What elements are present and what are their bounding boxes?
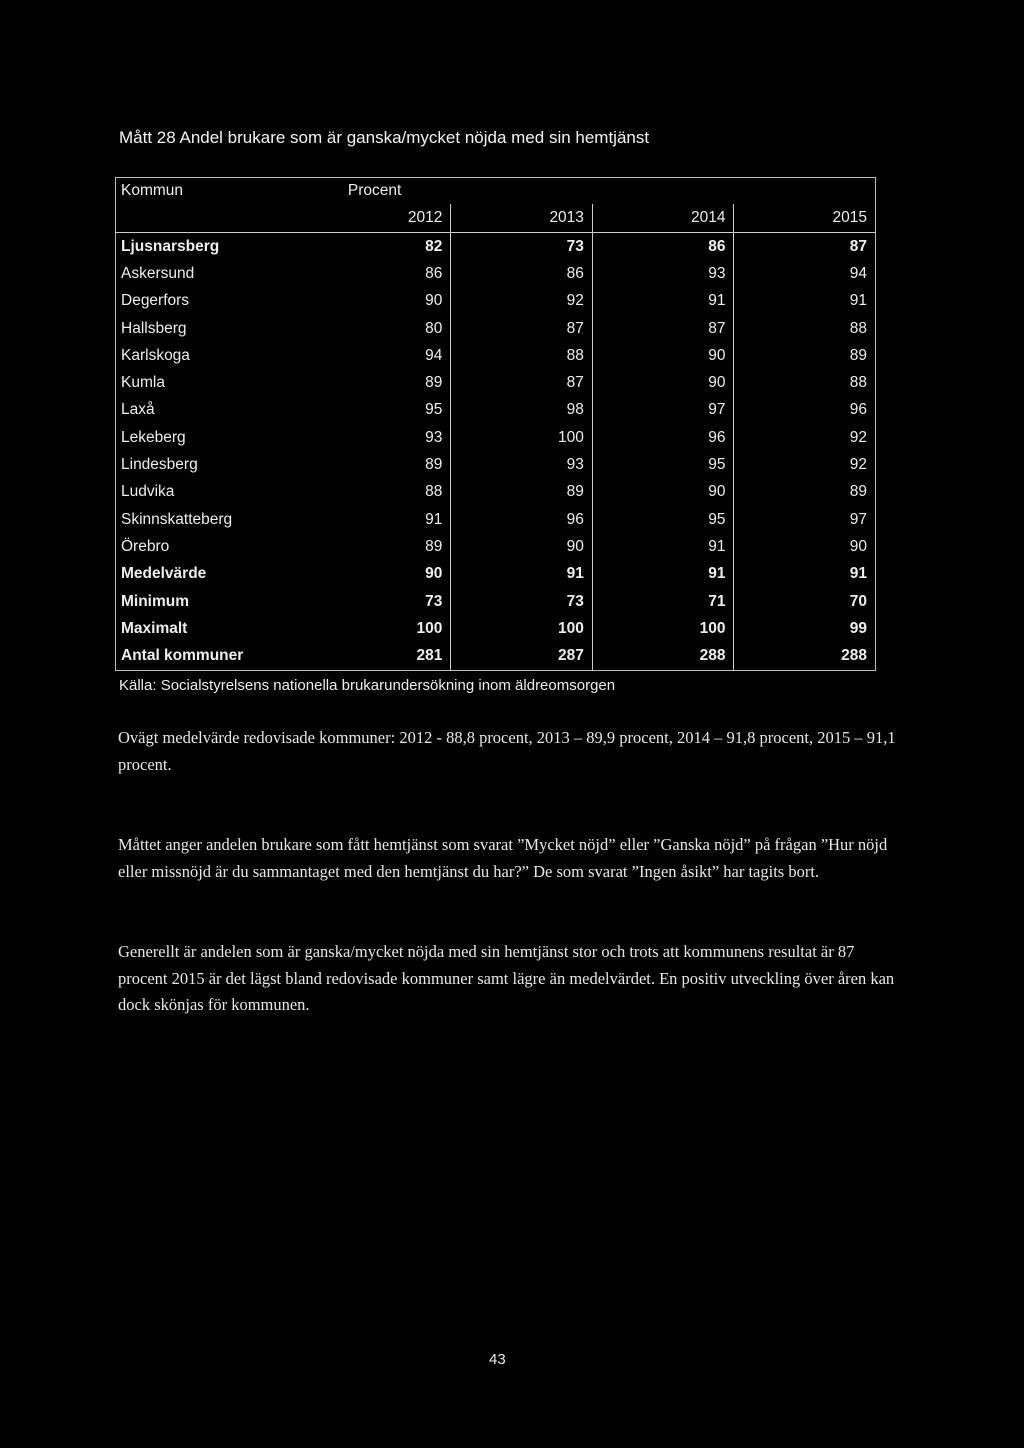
value-cell: 87 bbox=[592, 315, 734, 342]
paragraph-definition: Måttet anger andelen brukare som fått hemtjänst som svarat ”Mycket nöjd” eller ”Ganska nöjd” på frågan ”Hur nöjd eller missnöjd är du sammantaget med den hemtjänst du har?” De som svarat ”Ingen åsikt” har tagits bort. bbox=[118, 835, 888, 881]
value-cell: 91 bbox=[592, 533, 734, 560]
municipality-name: Lekeberg bbox=[121, 428, 186, 446]
table-row bbox=[116, 369, 876, 396]
municipality-name: Antal kommuner bbox=[121, 647, 244, 665]
value-cell: 90 bbox=[425, 292, 443, 310]
value-cell: 93 bbox=[425, 428, 443, 446]
value-cell: 98 bbox=[451, 397, 593, 424]
year-header: 2013 bbox=[451, 204, 593, 233]
municipality-name: Skinnskatteberg bbox=[121, 510, 233, 528]
municipality-name: Ljusnarsberg bbox=[121, 237, 220, 255]
value-cell: 93 bbox=[451, 451, 593, 478]
table-row bbox=[116, 451, 876, 478]
value-cell: 92 bbox=[451, 288, 593, 315]
table-source-note: Källa: Socialstyrelsens nationella brukarundersökning inom äldreomsorgen bbox=[119, 677, 616, 694]
value-cell: 80 bbox=[425, 319, 443, 337]
value-cell: 90 bbox=[592, 369, 734, 396]
value-cell: 288 bbox=[734, 642, 876, 670]
value-cell: 96 bbox=[734, 397, 876, 424]
value-cell: 86 bbox=[425, 264, 443, 282]
value-cell: 288 bbox=[592, 642, 734, 670]
value-cell: 91 bbox=[734, 288, 876, 315]
value-cell: 88 bbox=[734, 369, 876, 396]
municipality-name: Minimum bbox=[121, 592, 190, 610]
table-row bbox=[116, 315, 876, 342]
value-cell: 97 bbox=[734, 506, 876, 533]
municipality-name: Örebro bbox=[121, 537, 170, 555]
value-cell: 86 bbox=[592, 233, 734, 261]
value-cell: 96 bbox=[451, 506, 593, 533]
value-cell: 90 bbox=[451, 533, 593, 560]
header-empty-cell bbox=[116, 204, 310, 233]
value-cell: 89 bbox=[734, 479, 876, 506]
municipality-name: Karlskoga bbox=[121, 346, 190, 364]
value-cell: 95 bbox=[592, 506, 734, 533]
value-cell: 86 bbox=[451, 260, 593, 287]
table-row bbox=[116, 479, 876, 506]
value-cell: 71 bbox=[592, 588, 734, 615]
value-cell: 87 bbox=[451, 315, 593, 342]
value-cell: 91 bbox=[451, 561, 593, 588]
table-row bbox=[116, 588, 876, 615]
paragraph-analysis: Generellt är andelen som är ganska/mycket nöjda med sin hemtjänst stor och trots att kommunens resultat är 87 procent 2015 är det lägst bland redovisade kommuner samt lägre än medelvärdet. En positiv utveckling över åren kan dock skönjas för kommunen. bbox=[118, 942, 895, 1014]
value-cell: 99 bbox=[734, 615, 876, 642]
value-cell: 73 bbox=[451, 233, 593, 261]
municipality-name: Askersund bbox=[121, 264, 195, 282]
table-row bbox=[116, 424, 876, 451]
value-cell: 89 bbox=[425, 374, 443, 392]
value-cell: 100 bbox=[451, 424, 593, 451]
value-cell: 88 bbox=[734, 315, 876, 342]
table-row bbox=[116, 533, 876, 560]
value-cell: 95 bbox=[592, 451, 734, 478]
value-cell: 100 bbox=[416, 619, 443, 637]
value-cell: 97 bbox=[592, 397, 734, 424]
value-cell: 94 bbox=[425, 346, 443, 364]
value-cell: 92 bbox=[734, 451, 876, 478]
value-cell: 90 bbox=[734, 533, 876, 560]
value-cell: 88 bbox=[451, 342, 593, 369]
value-cell: 82 bbox=[425, 237, 443, 255]
page-heading: Mått 28 Andel brukare som är ganska/mycket nöjda med sin hemtjänst bbox=[119, 128, 650, 147]
column-group-header: Procent bbox=[347, 182, 402, 199]
municipality-name: Hallsberg bbox=[121, 319, 187, 337]
table-row bbox=[116, 506, 876, 533]
value-cell: 88 bbox=[425, 483, 443, 501]
value-cell: 100 bbox=[592, 615, 734, 642]
value-cell: 287 bbox=[451, 642, 593, 670]
year-header: 2012 bbox=[310, 204, 451, 233]
value-cell: 73 bbox=[451, 588, 593, 615]
year-header-row bbox=[116, 204, 876, 233]
municipality-name: Ludvika bbox=[121, 483, 175, 501]
table-row bbox=[116, 615, 876, 642]
value-cell: 87 bbox=[734, 233, 876, 261]
value-cell: 95 bbox=[425, 401, 443, 419]
table-row bbox=[116, 397, 876, 424]
municipality-name: Laxå bbox=[121, 401, 155, 419]
column-header-kommun: Kommun bbox=[121, 182, 184, 199]
value-cell: 89 bbox=[451, 479, 593, 506]
value-cell: 281 bbox=[416, 647, 443, 665]
table-row bbox=[116, 233, 876, 261]
table-row bbox=[116, 260, 876, 287]
municipality-name: Medelvärde bbox=[121, 565, 207, 583]
municipality-name: Kumla bbox=[121, 374, 165, 392]
value-cell: 91 bbox=[592, 561, 734, 588]
value-cell: 73 bbox=[425, 592, 443, 610]
value-cell: 87 bbox=[451, 369, 593, 396]
municipality-name: Lindesberg bbox=[121, 456, 198, 474]
value-cell: 89 bbox=[425, 456, 443, 474]
value-cell: 89 bbox=[734, 342, 876, 369]
value-cell: 89 bbox=[425, 537, 443, 555]
value-cell: 92 bbox=[734, 424, 876, 451]
table-row bbox=[116, 342, 876, 369]
table-row bbox=[116, 642, 876, 670]
year-header: 2014 bbox=[592, 204, 734, 233]
value-cell: 91 bbox=[425, 510, 443, 528]
table-row bbox=[116, 561, 876, 588]
paragraph-average: Ovägt medelvärde redovisade kommuner: 2012 - 88,8 procent, 2013 – 89,9 procent, 2014 – 91,8 procent, 2015 – 91,1 procent. bbox=[118, 728, 896, 774]
satisfaction-table bbox=[115, 177, 876, 671]
table-row bbox=[116, 288, 876, 315]
value-cell: 93 bbox=[592, 260, 734, 287]
value-cell: 90 bbox=[592, 479, 734, 506]
value-cell: 91 bbox=[592, 288, 734, 315]
table-header-row bbox=[116, 178, 876, 205]
year-header: 2015 bbox=[734, 204, 876, 233]
value-cell: 94 bbox=[734, 260, 876, 287]
value-cell: 90 bbox=[425, 565, 443, 583]
value-cell: 100 bbox=[451, 615, 593, 642]
value-cell: 70 bbox=[734, 588, 876, 615]
value-cell: 90 bbox=[592, 342, 734, 369]
value-cell: 91 bbox=[734, 561, 876, 588]
value-cell: 96 bbox=[592, 424, 734, 451]
municipality-name: Degerfors bbox=[121, 292, 190, 310]
page-number: 43 bbox=[489, 1351, 506, 1368]
municipality-name: Maximalt bbox=[121, 619, 188, 637]
